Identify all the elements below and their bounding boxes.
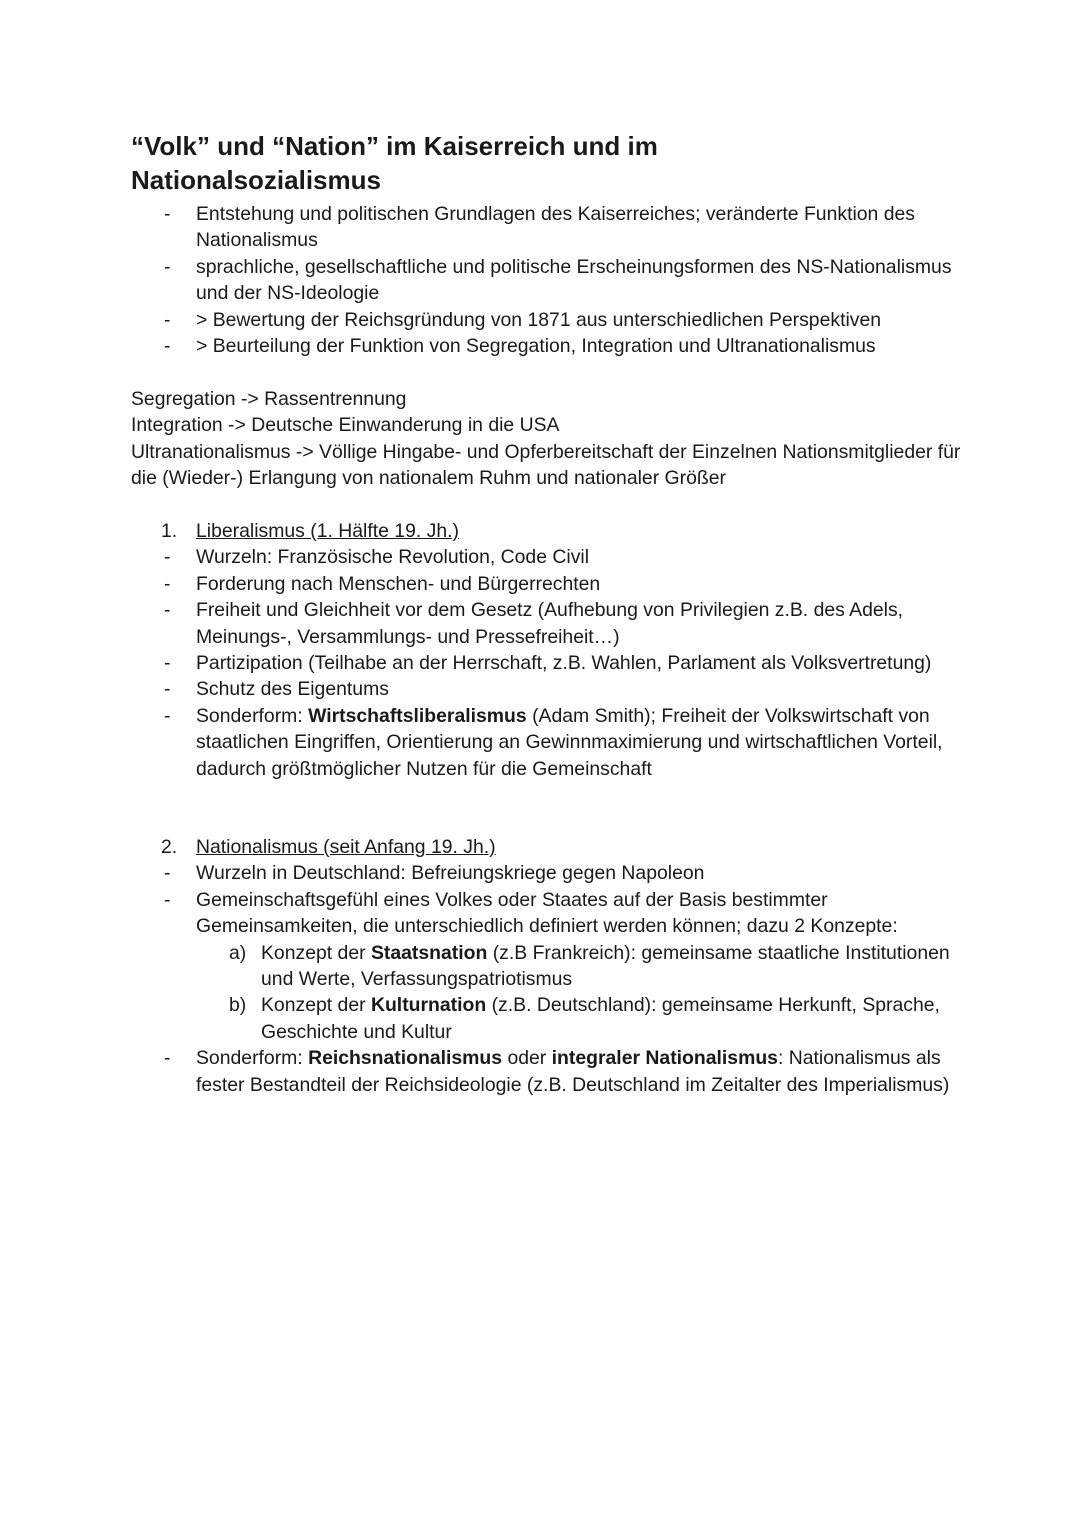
bullet-dash: - <box>164 599 171 622</box>
list-item-sonderform: - Sonderform: Wirtschaftsliberalismus (Adam Smith); Freiheit der Volkswirtschaft von staatlichen Eingriffen, Orientierung an Gewinnmaximierung und wirtschaftlichen Vorteil, dadurch größtmöglicher Nutzen für die Gemeinschaft <box>164 704 943 780</box>
intro-item: - sprachliche, gesellschaftliche und politische Erscheinungsformen des NS-Nationalismus und der NS-Ideologie <box>164 255 952 305</box>
list-item-sonderform: - Sonderform: Reichsnationalismus oder integraler Nationalismus: Nationalismus als fester Bestandteil der Reichsideologie (z.B. Deutschland im Zeitalter des Imperialismus) <box>164 1047 950 1096</box>
bullet-dash: - <box>164 678 171 701</box>
bullet-dash: - <box>164 203 171 225</box>
section-heading <box>131 518 961 544</box>
list-item: - Schutz des Eigentums <box>131 676 961 702</box>
title-line-2: Nationalsozialismus <box>131 165 381 195</box>
bullet-dash: - <box>164 888 171 911</box>
bullet-dash: - <box>164 704 171 727</box>
definitions <box>131 386 961 492</box>
page-title <box>131 129 951 197</box>
concept-marker: a) <box>229 941 247 964</box>
bullet-dash: - <box>164 308 171 331</box>
definition-ultranationalismus: Ultranationalismus -> Völlige Hingabe- und Opferbereitschaft der Einzelnen Nationsmitglieder für die (Wieder-) Erlangung von nationalem Ruhm und nationaler Größer <box>131 440 961 490</box>
bullet-dash: - <box>164 572 171 595</box>
bullet-dash: - <box>164 652 171 675</box>
list-item: - Gemeinschaftsgefühl eines Volkes oder Staates auf der Basis bestimmter Gemeinsamkeiten, die unterschiedlich definiert werden können; dazu 2 Konzepte: <box>164 888 898 938</box>
section-title: Nationalismus (seit Anfang 19. Jh.) <box>196 836 496 858</box>
section-heading <box>131 834 961 860</box>
concept-item: a) Konzept der Staatsnation (z.B Frankreich): gemeinsame staatliche Institutionen und Werte, Verfassungspatriotismus <box>229 941 950 991</box>
intro-item: - Entstehung und politischen Grundlagen des Kaiserreiches; veränderte Funktion des Nationalismus <box>164 203 915 252</box>
intro-item: - > Beurteilung der Funktion von Segregation, Integration und Ultranationalismus <box>131 333 961 359</box>
bullet-dash: - <box>164 546 171 569</box>
concept-marker: b) <box>229 994 247 1017</box>
section-number: 1. <box>161 520 178 542</box>
title-line-1: “Volk” und “Nation” im Kaiserreich und im <box>131 131 658 161</box>
intro-list <box>131 201 961 359</box>
definition-segregation: Segregation -> Rassentrennung <box>131 388 407 410</box>
list-item: - Forderung nach Menschen- und Bürgerrechten <box>131 571 961 597</box>
bullet-dash: - <box>164 335 171 358</box>
section-number: 2. <box>161 836 178 858</box>
bullet-dash: - <box>164 255 171 278</box>
section-liberalismus <box>131 518 961 782</box>
bullet-dash: - <box>164 1047 171 1070</box>
list-item: - Wurzeln: Französische Revolution, Code Civil <box>131 544 961 570</box>
intro-item: - > Bewertung der Reichsgründung von 1871 aus unterschiedlichen Perspektiven <box>131 307 961 333</box>
definition-integration: Integration -> Deutsche Einwanderung in die USA <box>131 414 560 437</box>
section-title: Liberalismus (1. Hälfte 19. Jh.) <box>196 520 459 542</box>
concept-item: b) Konzept der Kulturnation (z.B. Deutschland): gemeinsame Herkunft, Sprache, Geschichte und Kultur <box>229 994 940 1043</box>
list-item: - Partizipation (Teilhabe an der Herrschaft, z.B. Wahlen, Parlament als Volksvertretung) <box>131 650 961 676</box>
section-nationalismus <box>131 834 961 1098</box>
bullet-dash: - <box>164 862 171 885</box>
list-item: - Freiheit und Gleichheit vor dem Gesetz (Aufhebung von Privilegien z.B. des Adels, Meinungs-, Versammlungs- und Pressefreiheit…) <box>164 599 904 648</box>
list-item: - Wurzeln in Deutschland: Befreiungskriege gegen Napoleon <box>131 860 961 886</box>
